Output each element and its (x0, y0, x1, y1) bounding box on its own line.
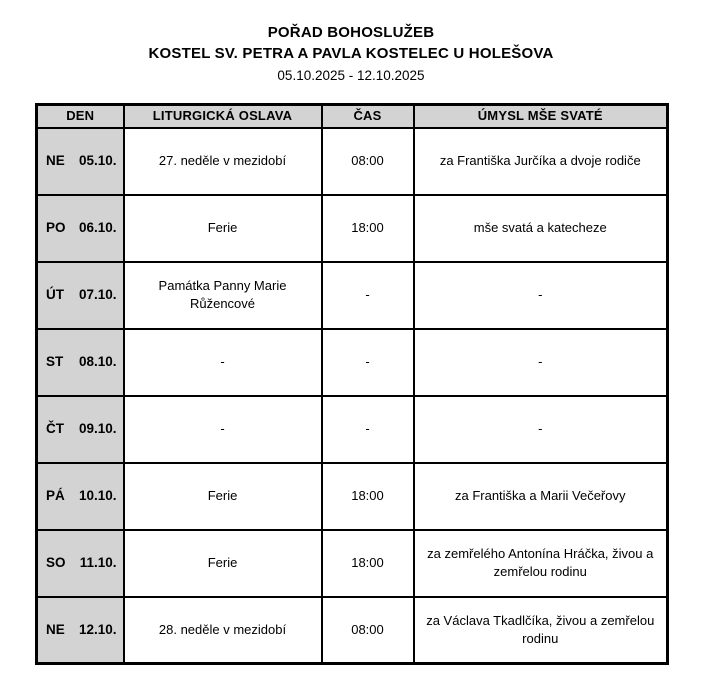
church-name: KOSTEL SV. PETRA A PAVLA KOSTELEC U HOLEŠOVA (148, 45, 554, 62)
day-label (38, 487, 123, 505)
day-cell (37, 597, 124, 664)
table-row (37, 396, 668, 463)
day-cell (37, 463, 124, 530)
day-cell (37, 530, 124, 597)
time-cell: - (322, 396, 414, 463)
schedule-table (35, 103, 669, 665)
table-row (37, 530, 668, 597)
document-header (0, 22, 702, 86)
day-date: 07.10. (78, 286, 117, 302)
intention-cell: za zemřelého Antonína Hráčka, živou a zemřelou rodinu (414, 530, 668, 597)
intention-cell: - (414, 262, 668, 329)
column-header-time: ČAS (322, 105, 414, 128)
celebration-cell: Ferie (124, 530, 322, 597)
day-date: 11.10. (79, 554, 117, 570)
day-abbreviation: PÁ (46, 487, 65, 503)
day-abbreviation: ÚT (46, 286, 64, 302)
day-abbreviation: PO (46, 219, 66, 235)
day-date: 12.10. (78, 621, 117, 637)
day-cell (37, 329, 124, 396)
table-header-row (37, 105, 668, 128)
day-label (38, 420, 123, 438)
day-abbreviation: SO (46, 554, 66, 570)
day-abbreviation: ČT (46, 420, 64, 436)
day-cell (37, 195, 124, 262)
celebration-cell: 28. neděle v mezidobí (124, 597, 322, 664)
column-header-day: DEN (37, 105, 124, 128)
day-date: 06.10. (78, 219, 117, 235)
table-row (37, 195, 668, 262)
day-cell (37, 396, 124, 463)
celebration-cell: - (124, 329, 322, 396)
day-label (38, 219, 123, 237)
celebration-cell: - (124, 396, 322, 463)
table-row (37, 329, 668, 396)
document-title: POŘAD BOHOSLUŽEB (267, 24, 435, 41)
intention-cell: mše svatá a katecheze (414, 195, 668, 262)
day-date: 08.10. (78, 353, 117, 369)
day-label (38, 621, 123, 639)
day-cell (37, 262, 124, 329)
column-header-intention: ÚMYSL MŠE SVATÉ (414, 105, 668, 128)
column-header-celebration: LITURGICKÁ OSLAVA (124, 105, 322, 128)
day-abbreviation: ST (46, 353, 64, 369)
celebration-cell: 27. neděle v mezidobí (124, 128, 322, 195)
day-abbreviation: NE (46, 621, 65, 637)
intention-cell: za Václava Tkadlčíka, živou a zemřelou rodinu (414, 597, 668, 664)
day-cell (37, 128, 124, 195)
day-date: 05.10. (78, 152, 117, 168)
time-cell: 18:00 (322, 195, 414, 262)
time-cell: 08:00 (322, 597, 414, 664)
intention-cell: - (414, 396, 668, 463)
day-date: 10.10. (78, 487, 117, 503)
celebration-cell: Památka Panny Marie Růžencové (124, 262, 322, 329)
table-row (37, 597, 668, 664)
day-date: 09.10. (78, 420, 117, 436)
time-cell: 08:00 (322, 128, 414, 195)
table-row (37, 128, 668, 195)
table-row (37, 262, 668, 329)
day-label (38, 286, 123, 304)
day-abbreviation: NE (46, 152, 65, 168)
day-label (38, 554, 123, 572)
day-label (38, 353, 123, 371)
time-cell: - (322, 329, 414, 396)
time-cell: 18:00 (322, 463, 414, 530)
intention-cell: za Františka Jurčíka a dvoje rodiče (414, 128, 668, 195)
table-row (37, 463, 668, 530)
intention-cell: - (414, 329, 668, 396)
date-range: 05.10.2025 - 12.10.2025 (277, 68, 425, 83)
celebration-cell: Ferie (124, 463, 322, 530)
intention-cell: za Františka a Marii Večeřovy (414, 463, 668, 530)
day-label (38, 152, 123, 170)
time-cell: 18:00 (322, 530, 414, 597)
celebration-cell: Ferie (124, 195, 322, 262)
time-cell: - (322, 262, 414, 329)
